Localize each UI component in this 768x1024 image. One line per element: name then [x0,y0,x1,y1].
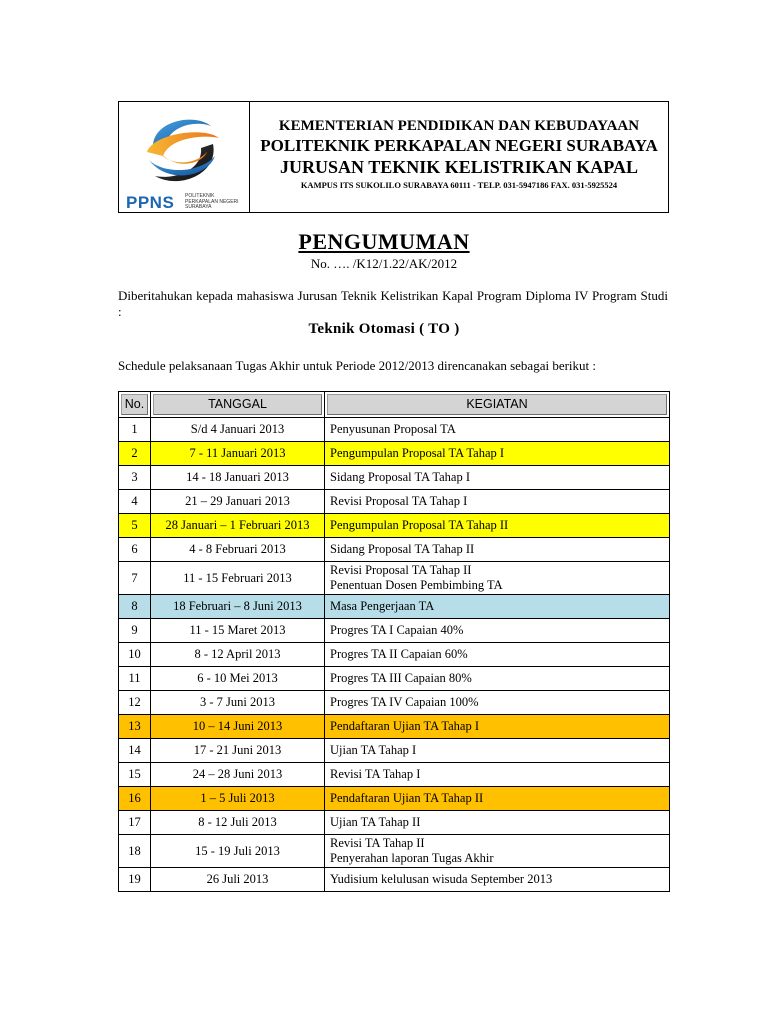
row-number: 17 [119,811,151,835]
row-activity [325,514,670,538]
activity-line: Sidang Proposal TA Tahap II [330,542,475,556]
row-date: 3 - 7 Juni 2013 [151,691,325,715]
schedule-table [118,391,670,892]
row-date: 1 – 5 Juli 2013 [151,787,325,811]
table-row [119,691,670,715]
ppns-emblem-icon [123,104,243,196]
row-activity [325,787,670,811]
table-row [119,667,670,691]
letterhead [118,101,669,213]
activity-line: Penentuan Dosen Pembimbing TA [330,578,503,592]
row-number: 6 [119,538,151,562]
table-row [119,868,670,892]
row-number: 19 [119,868,151,892]
row-date: 8 - 12 April 2013 [151,643,325,667]
row-activity [325,643,670,667]
row-number: 7 [119,562,151,595]
row-activity [325,868,670,892]
activity-line: Revisi Proposal TA Tahap II [330,563,472,577]
institution-name: POLITEKNIK PERKAPALAN NEGERI SURABAYA [260,136,658,155]
row-number: 9 [119,619,151,643]
row-activity [325,739,670,763]
activity-line: Pengumpulan Proposal TA Tahap I [330,446,505,460]
activity-line: Masa Pengerjaan TA [330,599,435,613]
letterhead-text [250,102,668,212]
row-date: 10 – 14 Juni 2013 [151,715,325,739]
activity-line: Penyerahan laporan Tugas Akhir [330,851,494,865]
row-date: 24 – 28 Juni 2013 [151,763,325,787]
row-activity [325,562,670,595]
row-number: 2 [119,442,151,466]
table-header-row [119,392,670,418]
row-activity [325,619,670,643]
row-number: 10 [119,643,151,667]
row-date: 18 Februari – 8 Juni 2013 [151,595,325,619]
row-activity [325,715,670,739]
table-row [119,595,670,619]
table-row [119,418,670,442]
header-no: No. [119,392,151,418]
activity-line: Sidang Proposal TA Tahap I [330,470,471,484]
row-date: S/d 4 Januari 2013 [151,418,325,442]
row-date: 11 - 15 Maret 2013 [151,619,325,643]
activity-line: Progres TA IV Capaian 100% [330,695,479,709]
row-date: 7 - 11 Januari 2013 [151,442,325,466]
intro-paragraph: Diberitahukan kepada mahasiswa Jurusan Teknik Kelistrikan Kapal Program Diploma IV Program Studi : [118,288,668,319]
activity-line: Revisi TA Tahap II [330,836,425,850]
announcement-number: No. …. /K12/1.22/AK/2012 [310,256,458,271]
activity-line: Ujian TA Tahap I [330,743,417,757]
activity-line: Progres TA III Capaian 80% [330,671,472,685]
department-name: JURUSAN TEKNIK KELISTRIKAN KAPAL [280,157,638,177]
row-number: 4 [119,490,151,514]
schedule-intro: Schedule pelaksanaan Tugas Akhir untuk Periode 2012/2013 direncanakan sebagai berikut : [118,358,597,373]
activity-line: Pendaftaran Ujian TA Tahap II [330,791,484,805]
schedule-body [119,418,670,892]
row-number: 16 [119,787,151,811]
row-number: 3 [119,466,151,490]
row-activity [325,691,670,715]
table-row [119,643,670,667]
row-activity [325,595,670,619]
table-row [119,490,670,514]
row-date: 17 - 21 Juni 2013 [151,739,325,763]
table-row [119,715,670,739]
row-date: 21 – 29 Januari 2013 [151,490,325,514]
row-date: 26 Juli 2013 [151,868,325,892]
activity-line: Yudisium kelulusan wisuda September 2013 [330,872,553,886]
row-number: 15 [119,763,151,787]
row-activity [325,667,670,691]
activity-line: Pendaftaran Ujian TA Tahap I [330,719,480,733]
table-row [119,619,670,643]
row-activity [325,490,670,514]
row-activity [325,811,670,835]
header-activity: KEGIATAN [325,392,670,418]
table-row [119,538,670,562]
institution-logo [119,102,250,212]
ministry-name: KEMENTERIAN PENDIDIKAN DAN KEBUDAYAAN [278,118,640,134]
activity-line: Penyusunan Proposal TA [330,422,456,436]
row-number: 14 [119,739,151,763]
activity-line: Revisi Proposal TA Tahap I [330,494,468,508]
table-row [119,811,670,835]
institution-address: KAMPUS ITS SUKOLILO SURABAYA 60111 - TELP. 031-5947186 FAX. 031-5925524 [300,180,618,190]
table-row [119,466,670,490]
activity-line: Progres TA I Capaian 40% [330,623,464,637]
row-date: 4 - 8 Februari 2013 [151,538,325,562]
study-program: Teknik Otomasi ( TO ) [308,321,460,337]
row-number: 18 [119,835,151,868]
table-row [119,739,670,763]
activity-line: Progres TA II Capaian 60% [330,647,468,661]
row-activity [325,835,670,868]
row-number: 13 [119,715,151,739]
row-date: 8 - 12 Juli 2013 [151,811,325,835]
logo-wordmark: PPNS [126,193,175,212]
row-number: 12 [119,691,151,715]
table-row [119,835,670,868]
activity-line: Pengumpulan Proposal TA Tahap II [330,518,509,532]
header-date: TANGGAL [151,392,325,418]
row-date: 6 - 10 Mei 2013 [151,667,325,691]
row-activity [325,538,670,562]
row-date: 11 - 15 Februari 2013 [151,562,325,595]
activity-line: Revisi TA Tahap I [330,767,421,781]
row-date: 15 - 19 Juli 2013 [151,835,325,868]
row-number: 5 [119,514,151,538]
row-number: 11 [119,667,151,691]
row-activity [325,442,670,466]
logo-subtext: POLITEKNIK PERKAPALAN NEGERI SURABAYA [185,193,239,210]
row-number: 8 [119,595,151,619]
announcement-title: PENGUMUMAN [298,229,470,254]
row-date: 28 Januari – 1 Februari 2013 [151,514,325,538]
table-row [119,514,670,538]
row-activity [325,466,670,490]
table-row [119,442,670,466]
table-row [119,562,670,595]
row-number: 1 [119,418,151,442]
row-activity [325,763,670,787]
row-activity [325,418,670,442]
table-row [119,763,670,787]
activity-line: Ujian TA Tahap II [330,815,421,829]
row-date: 14 - 18 Januari 2013 [151,466,325,490]
table-row [119,787,670,811]
